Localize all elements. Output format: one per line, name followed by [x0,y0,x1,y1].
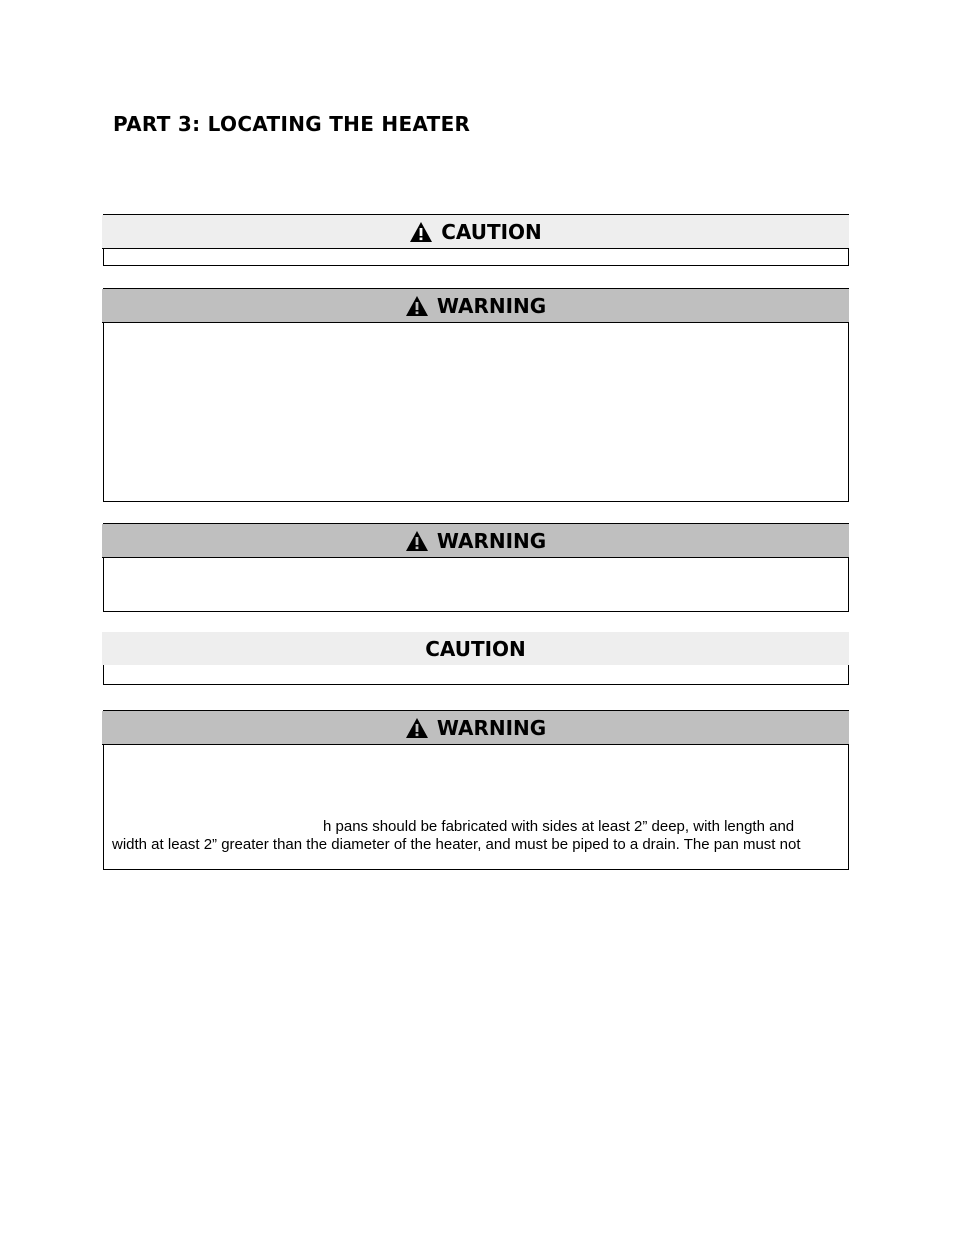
page-title: PART 3: LOCATING THE HEATER [113,112,471,136]
caution-label: CAUTION [425,636,526,661]
warning-body [104,745,848,870]
warning-label: WARNING [436,715,547,740]
warning-notice-1 [103,288,849,502]
warning-header [102,289,849,323]
caution-notice-2 [103,632,849,685]
warning-header [102,711,849,745]
caution-header [102,632,849,665]
caution-header [102,215,849,249]
warning-notice-2 [103,523,849,612]
warning-body-line-1: h pans should be fabricated with sides at least 2” deep, with length and [323,818,795,835]
warning-body-line-2: width at least 2” greater than the diameter of the heater, and must be piped to a drain. The pan must not [112,836,801,853]
caution-label: CAUTION [441,219,542,244]
warning-triangle-icon [405,530,429,552]
warning-label: WARNING [436,293,547,318]
warning-header [102,524,849,558]
warning-triangle-icon [405,717,429,739]
warning-label: WARNING [436,528,547,553]
warning-triangle-icon [405,295,429,317]
warning-notice-3 [103,710,849,870]
warning-triangle-icon [409,221,433,243]
caution-notice-1 [103,214,849,266]
